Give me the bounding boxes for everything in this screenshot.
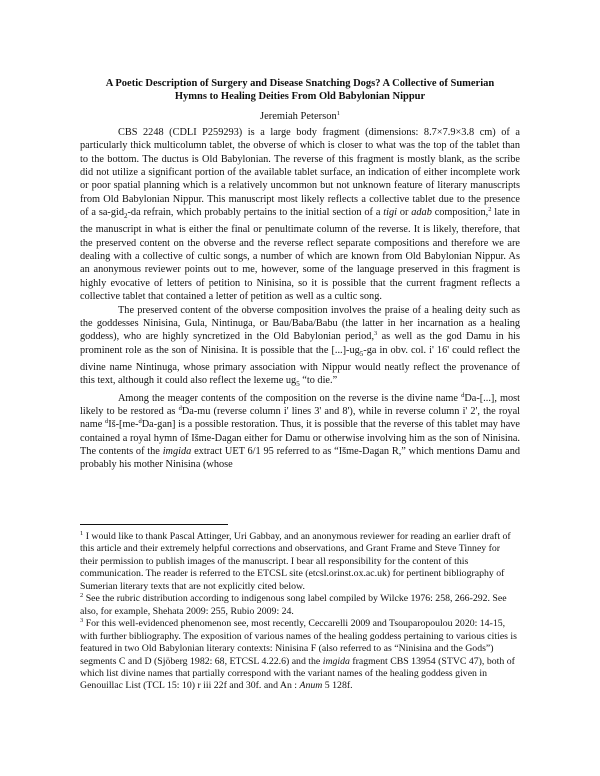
paragraph-2-text-d: “to die.” — [299, 375, 338, 387]
paragraph-1 — [80, 126, 520, 304]
paragraph-2-text-b: as well as the god Damu in his prominent role as the son of Ninisina. It is possible that the [...]-ug — [80, 331, 520, 356]
paragraph-1-text-d: late in the manuscript in what is either the final or penultimate column of the reverse. It is likely, therefore, that the preserved content on the obverse and the reverse reflect separate compositions and therefore we are dealing with a collective of cultic songs, a number of which are known from Old Babylonian Nippur. As an anonymous reviewer points out to me, however, some of the language preserved in this fragment is highly evocative of letters of petition to Ninisina, so it is possible that the current fragment reflects a collective tablet that contained a letter of petition as well as a cultic song. — [80, 207, 520, 303]
title-line-1: A Poetic Description of Surgery and Disease Snatching Dogs? A Collective of Sumerian — [105, 78, 495, 89]
paragraph-2 — [80, 304, 520, 392]
footnote-3 — [80, 618, 520, 693]
footnote-3-text-b: fragment CBS 13954 (STVC 47), both of which list divine names that partially correspond with the variant names of the healing goddess given in Genouillac List (TCL 15: 10) r iii 22f and 30f. and An : — [80, 655, 515, 692]
term-imgida: imgida — [322, 655, 350, 667]
footnote-mark: 2 — [80, 592, 84, 600]
subscript-index: 5 — [296, 380, 300, 389]
divine-determinative: d — [178, 405, 182, 413]
title-line-2: Hymns to Healing Deities From Old Babylonian Nippur — [174, 91, 426, 102]
footnote-mark: 1 — [80, 530, 84, 537]
paragraph-3-text-a: Among the meager contents of the composition on the reverse is the divine name — [118, 392, 462, 404]
term-adab: adab — [411, 207, 432, 219]
author-footnote-mark: 1 — [336, 110, 340, 117]
footnote-ref-3: 3 — [374, 330, 378, 338]
paragraph-3-text-e: Iš-[me- — [108, 419, 139, 431]
subscript-index: 5 — [359, 349, 364, 358]
term-imgida: imgida — [162, 446, 192, 458]
paragraph-3-text-f: Da-gan] is a possible restoration. Thus, it is possible that the reverse of this tablet may have contained a royal hymn of Išme-Dagan either for Damu or otherwise involving him as the son of Ninisina. The contents of the — [80, 419, 520, 458]
footnote-1-text: I would like to thank Pascal Attinger, Uri Gabbay, and an anonymous reviewer for reading an earlier draft of this article and their extremely helpful corrections and observations, and Grant Frame and Steve Tinney for their permission to publish images of the manuscript. I bear all responsibility for the content of this communication. The reader is referred to the ETCSL site (etcsl.orinst.ox.ac.uk) for pertinent bibliography of Sumerian literary texts that are not explicitly cited below. — [80, 531, 511, 592]
footnote-2-text: See the rubric distribution according to indigenous song label compiled by Wilcke 1976: 258, 266-292. See also, for example, Shehata 2009: 255, Rubio 2009: 24. — [80, 593, 507, 617]
author-name: Jeremiah Peterson — [260, 111, 337, 122]
footnote-3-text-a: For this well-evidenced phenomenon see, most recently, Ceccarelli 2009 and Tsouparopoulou 2020: 14-15, with further bibliography. The exposition of various names of the healing goddess pertaining to various cities is featured in two Old Babylonian literary contexts: Ninisina F (also referred to as “Ninisina and the Gods”) segments C and D (Sjöberg 1982: 68, ETCSL 4.22.6) and the — [80, 618, 517, 667]
paragraph-3 — [80, 392, 520, 472]
footnote-separator — [80, 524, 228, 525]
paragraph-3-text-c: Da-mu (reverse column i' lines 3' and 8'), while in reverse column i' 2', the royal name — [80, 406, 520, 431]
paper-title — [70, 77, 530, 103]
body-text — [80, 126, 520, 472]
footnote-mark: 3 — [80, 617, 84, 625]
term-tigi: tigi — [383, 207, 397, 219]
footnote-3-text-c: 5 128f. — [322, 680, 353, 692]
term-anum: Anum — [299, 680, 323, 692]
divine-determinative: d — [461, 391, 465, 399]
footnote-ref-2: 2 — [488, 206, 492, 214]
paragraph-2-text-c: -ga in obv. col. i' 16' could reflect the divine name Nintinuga, whose primary association with Nippur would neatly reflect the provenance of this text, although it could also reflect the lexeme ug — [80, 344, 520, 387]
paragraph-2-text-a: The preserved content of the obverse composition involves the praise of a healing deity such as the goddesses Ninisina, Gula, Nintinuga, or Bau/Baba/Babu (the latter in her incarnation as a healing goddess), who are highly syncretized in the Old Babylonian period, — [80, 304, 520, 343]
author-line — [0, 110, 600, 123]
footnotes — [80, 531, 520, 693]
subscript-index: 2 — [124, 212, 128, 221]
paragraph-1-text-a: CBS 2248 (CDLI P259293) is a large body fragment (dimensions: 8.7×7.9×3.8 cm) of a particularly thick multicolumn tablet, the obverse of which is closer to what was the top of the tablet than to the bottom. The ductus is Old Babylonian. The reverse of this fragment is mostly blank, as the scribe did not utilize a significant portion of the available tablet surface, an indication of either incomplete work or poor spatial planning which is a relatively uncommon but not unknown feature of literary manuscripts from Old Babylonian Nippur. This manuscript most likely reflects a collective tablet due to the presence of a sa-gid — [80, 127, 520, 219]
divine-determinative: d — [104, 418, 109, 426]
paragraph-3-text-b: Da-[...], most likely to be restored as — [80, 392, 520, 418]
footnote-1 — [80, 531, 520, 593]
paragraph-1-text-b: -da refrain, which probably pertains to the initial section of a — [127, 207, 384, 219]
divine-determinative: d — [138, 418, 142, 426]
paragraph-3-text-g: extract UET 6/1 95 referred to as “Išme-Dagan R,” which mentions Damu and probably his mother Ninisina (whose — [80, 446, 520, 471]
paragraph-1-text-c: composition, — [431, 207, 489, 219]
paragraph-1-text-or: or — [396, 207, 412, 219]
footnote-2 — [80, 593, 520, 618]
